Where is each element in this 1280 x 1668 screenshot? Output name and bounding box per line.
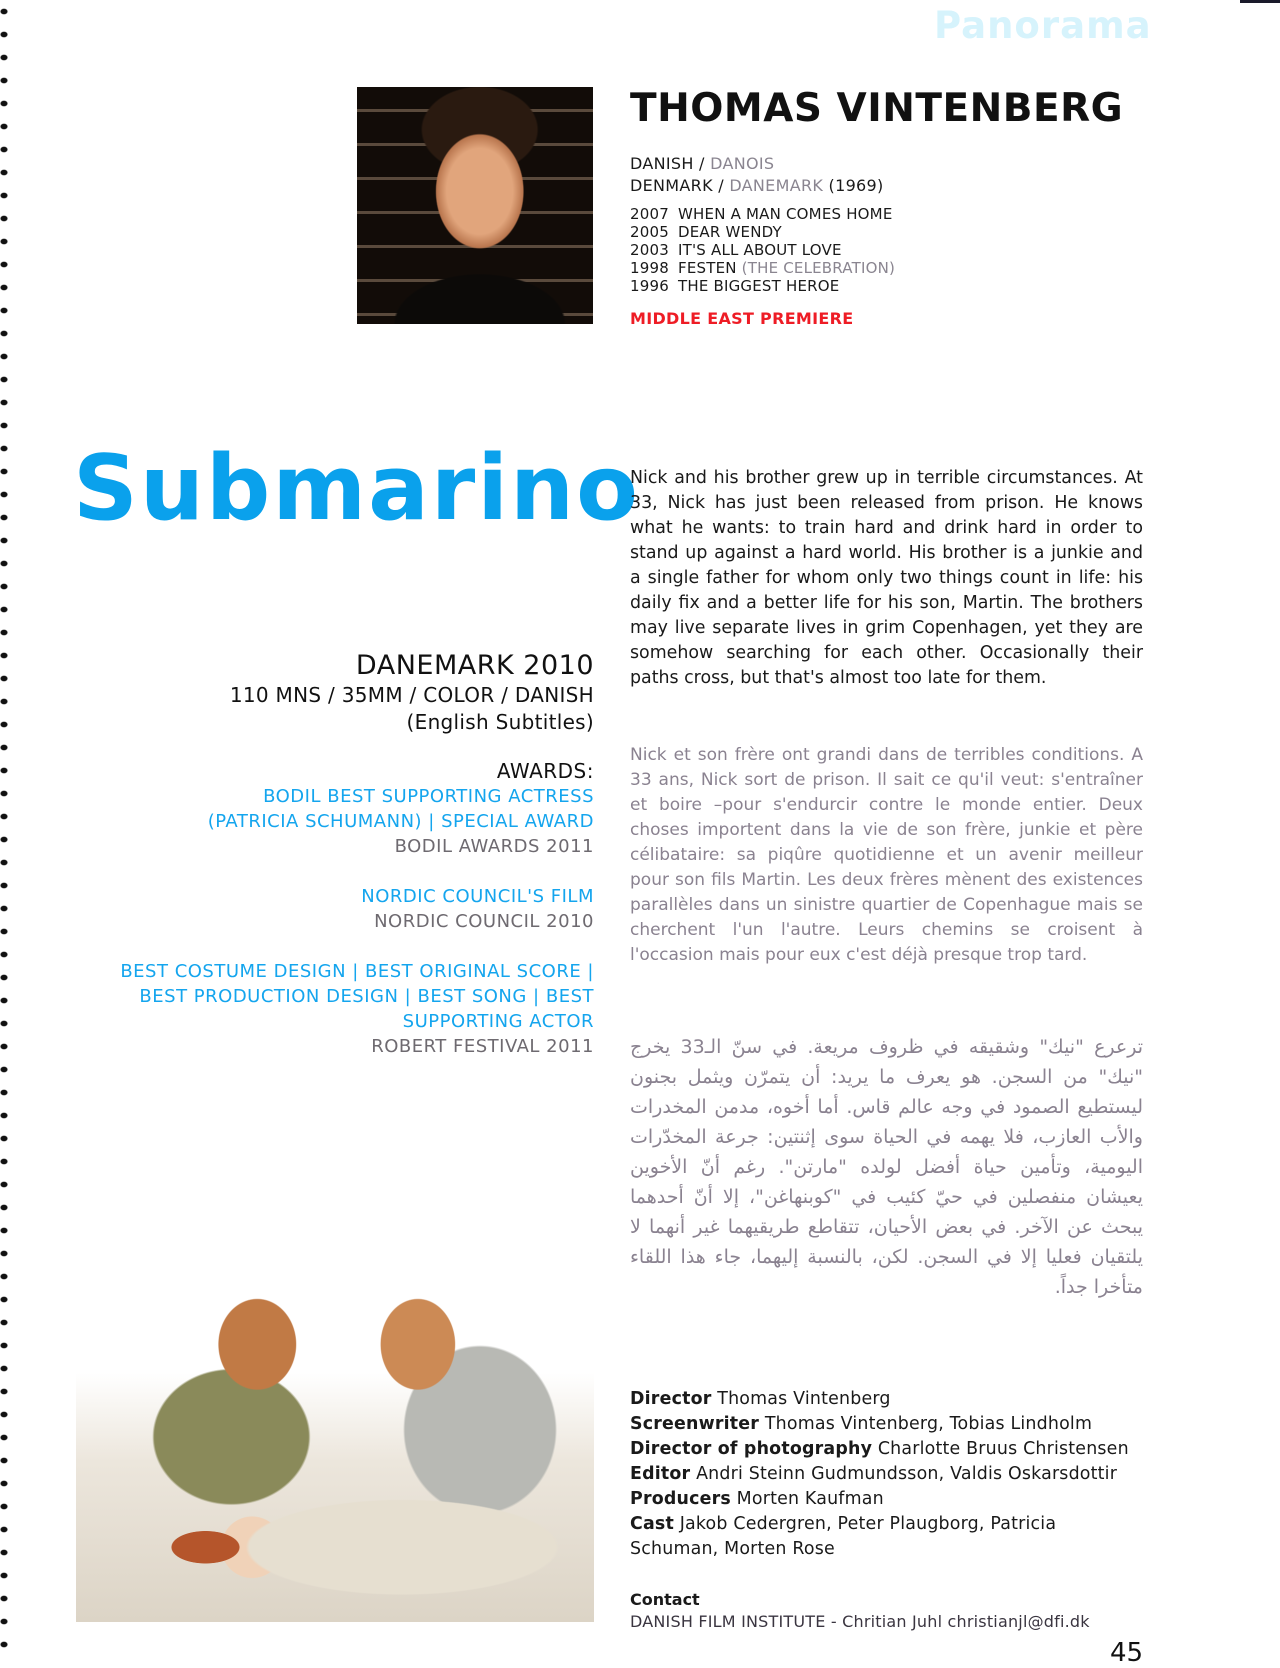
credit-names: Morten Kaufman <box>736 1489 884 1509</box>
credit-role: Producers <box>630 1489 731 1509</box>
film-title: WHEN A MAN COMES HOME <box>678 205 893 223</box>
nationality-line <box>630 153 1190 175</box>
nationality-en: DANISH <box>630 154 694 173</box>
credit-row <box>630 1512 1090 1562</box>
corner-crop-mark <box>1240 0 1280 3</box>
separator: / <box>712 176 730 195</box>
credit-names: Thomas Vintenberg <box>717 1389 891 1409</box>
credit-names: Thomas Vintenberg, Tobias Lindholm <box>764 1414 1093 1434</box>
film-title-heading: Submarino <box>73 436 640 541</box>
premiere-badge: MIDDLE EAST PREMIERE <box>630 309 854 328</box>
section-label: Panorama <box>934 4 1152 47</box>
award-title: BODIL BEST SUPPORTING ACTRESS (PATRICIA SCHUMANN) | SPECIAL AWARD <box>207 786 594 832</box>
credit-row <box>630 1387 1190 1412</box>
film-details <box>94 650 594 1084</box>
credit-role: Director <box>630 1389 712 1409</box>
award-group <box>94 884 594 934</box>
credit-names: Andri Steinn Gudmundsson, Valdis Oskarsdottir <box>696 1464 1118 1484</box>
synopsis-english: Nick and his brother grew up in terrible circumstances. At 33, Nick has just been released from prison. He knows what he wants: to train hard and drink hard in order to stand up against a hard world. His brother is a junkie and a single father for whom only two things count in life: his daily fix and a better life for his son, Martin. The brothers may live separate lives in grim Copenhagen, yet they are somehow searching for each other. Occasionally their paths cross, but that's almost too late for them. <box>630 468 1143 689</box>
filmography-item <box>630 277 1190 295</box>
awards-heading: AWARDS: <box>496 759 594 783</box>
award-group <box>94 784 594 859</box>
subtitles-note: (English Subtitles) <box>406 710 594 734</box>
contact-section <box>630 1589 1250 1633</box>
spiral-binding <box>0 0 14 1656</box>
birth-year: (1969) <box>828 176 884 195</box>
film-year: 2007 <box>630 205 669 223</box>
credit-role: Editor <box>630 1464 691 1484</box>
award-source: BODIL AWARDS 2011 <box>394 836 594 857</box>
credit-row <box>630 1462 1190 1487</box>
contact-details: DANISH FILM INSTITUTE - Chritian Juhl christianjl@dfi.dk <box>630 1612 1090 1631</box>
separator: / <box>693 154 711 173</box>
country-line <box>630 175 1190 197</box>
film-title: IT'S ALL ABOUT LOVE <box>678 241 842 259</box>
credit-names: Jakob Cedergren, Peter Plaugborg, Patricia Schuman, Morten Rose <box>630 1514 1057 1559</box>
country-fr: DANEMARK <box>729 176 824 195</box>
credit-row <box>630 1412 1190 1437</box>
film-still-image <box>76 1266 594 1622</box>
film-title: DEAR WENDY <box>678 223 782 241</box>
film-year: 2003 <box>630 241 669 259</box>
awards-section <box>94 758 594 1059</box>
award-title: NORDIC COUNCIL'S FILM <box>361 886 594 907</box>
filmography-item <box>630 205 1190 223</box>
credits-list <box>630 1387 1190 1562</box>
film-year: 2005 <box>630 223 669 241</box>
country-year: DANEMARK 2010 <box>355 650 594 681</box>
credit-role: Director of photography <box>630 1439 873 1459</box>
credit-names: Charlotte Bruus Christensen <box>877 1439 1129 1459</box>
nationality-fr: DANOIS <box>710 154 775 173</box>
award-source: ROBERT FESTIVAL 2011 <box>371 1036 594 1057</box>
film-year: 1996 <box>630 277 669 295</box>
award-group <box>94 959 594 1059</box>
filmography-item <box>630 223 1190 241</box>
credit-role: Cast <box>630 1514 674 1534</box>
page-number: 45 <box>1110 1638 1144 1668</box>
filmography-item <box>630 241 1190 259</box>
director-info <box>630 86 1190 328</box>
credit-role: Screenwriter <box>630 1414 760 1434</box>
award-source: NORDIC COUNCIL 2010 <box>374 911 594 932</box>
credit-row <box>630 1487 1190 1512</box>
filmography-list <box>630 205 1190 295</box>
synopsis-french: Nick et son frère ont grandi dans de terribles conditions. A 33 ans, Nick sort de prison. Il sait ce qu'il veut: s'entraîner et boire –pour s'endurcir contre le monde entier. Deux choses importent dans la vie de son frère, junkie et père célibataire: sa piqûre quotidienne et un avenir meilleur pour son fils Martin. Les deux frères mènent des existences parallèles dans un sinistre quartier de Copenhague mais se cherchent l'un l'autre. Leurs chemins se croisent à l'occasion mais pour eux c'est déjà presque trop tard. <box>630 745 1143 965</box>
contact-label: Contact <box>630 1590 700 1609</box>
filmography-item <box>630 259 1190 277</box>
director-portrait <box>357 87 593 324</box>
film-alt-title: (THE CELEBRATION) <box>741 259 896 277</box>
tech-specs: 110 MNS / 35MM / COLOR / DANISH <box>229 683 594 707</box>
director-name: THOMAS VINTENBERG <box>630 86 1124 131</box>
film-title: FESTEN <box>678 259 737 277</box>
film-year: 1998 <box>630 259 669 277</box>
country-en: DENMARK <box>630 176 713 195</box>
award-title: BEST COSTUME DESIGN | BEST ORIGINAL SCORE | BEST PRODUCTION DESIGN | BEST SONG | BEST SUPPORTING ACTOR <box>120 961 594 1032</box>
film-title: THE BIGGEST HEROE <box>678 277 840 295</box>
synopsis-arabic: ترعرع "نيك" وشقيقه في ظروف مريعة. في سنّ الـ33 يخرج "نيك" من السجن. هو يعرف ما يريد: أن يتمرّن ويثمل بجنون ليستطيع الصمود في وجه عالم قاس. أما أخوه، مدمن المخدرات والأب العازب، فلا يهمه في الحياة سوى إثنتين: جرعة المخدّرات اليومية، وتأمين حياة أفضل لولده "مارتن". رغم أنّ الأخوين يعيشان منفصلين في حيّ كئيب في "كوبنهاغن"، إلا أنّ أحدهما يبحث عن الآخر. في بعض الأحيان، تتقاطع طريقيهما غير أنهما لا يلتقيان فعليا إلا في السجن. لكن، بالنسبة إليهما، جاء هذا اللقاء متأخرا جداً. <box>630 1036 1143 1298</box>
credit-row <box>630 1437 1190 1462</box>
